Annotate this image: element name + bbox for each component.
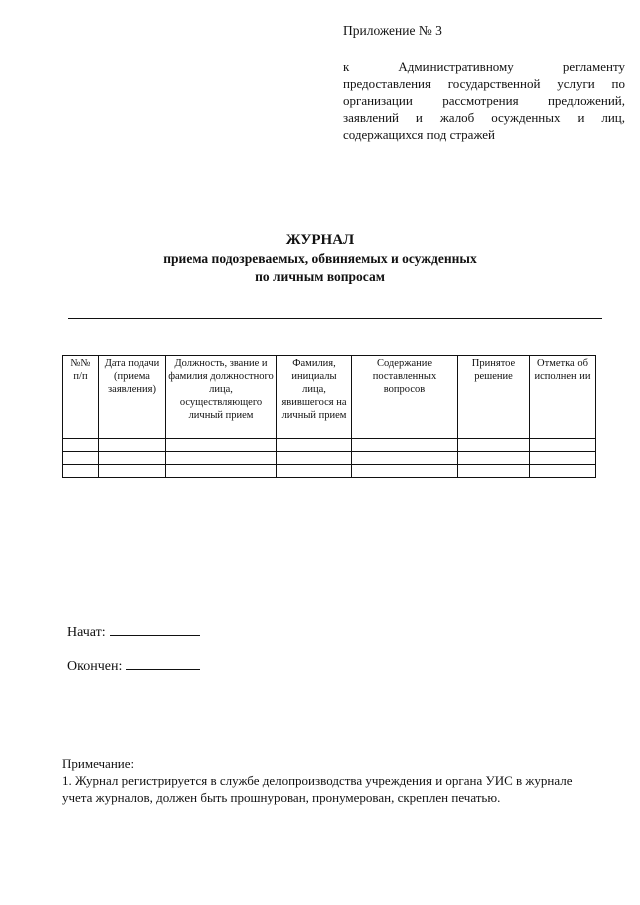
- col-header-visitor: Фамилия, инициалы лица, явившегося на личный прием: [277, 356, 352, 439]
- col-header-decision: Принятое решение: [458, 356, 530, 439]
- journal-title: ЖУРНАЛ: [285, 232, 355, 248]
- table-header-row: [63, 356, 596, 439]
- title-divider: [68, 318, 602, 319]
- started-label: Начат:: [67, 625, 106, 640]
- started-field: [67, 621, 200, 641]
- regulation-line: содержащихся под стражей: [343, 127, 495, 142]
- col-header-official: Должность, звание и фамилия должностного лица, осуществляющего личный прием: [166, 356, 277, 439]
- journal-subtitle: приема подозреваемых, обвиняемых и осужденных: [163, 251, 477, 266]
- finished-label: Окончен:: [67, 659, 123, 674]
- journal-table: [62, 355, 596, 478]
- col-header-execution: Отметка об исполнен ии: [530, 356, 596, 439]
- finished-blank: [126, 655, 200, 670]
- regulation-line: организации рассмотрения предложений,: [343, 93, 625, 108]
- col-header-content: Содержание поставленных вопросов: [352, 356, 458, 439]
- regulation-line: предоставления государственной услуги по: [343, 76, 625, 91]
- regulation-reference: [343, 58, 625, 143]
- note-label: Примечание:: [62, 756, 135, 771]
- appendix-number: Приложение № 3: [343, 23, 442, 38]
- table-row: [63, 439, 596, 452]
- col-header-date: Дата подачи (приема заявления): [99, 356, 166, 439]
- journal-subtitle-2: по личным вопросам: [255, 269, 385, 284]
- table-row: [63, 452, 596, 465]
- table-row: [63, 465, 596, 478]
- started-blank: [110, 621, 200, 636]
- finished-field: [67, 655, 200, 675]
- regulation-line: заявлений и жалоб осужденных и лиц,: [343, 110, 625, 125]
- note-text: 1. Журнал регистрируется в службе делопроизводства учреждения и органа УИС в журнале учета журналов, должен быть прошнурован, пронумерован, скреплен печатью.: [62, 773, 573, 805]
- col-header-number: №№ п/п: [63, 356, 99, 439]
- regulation-line: к Административному регламенту: [343, 59, 625, 74]
